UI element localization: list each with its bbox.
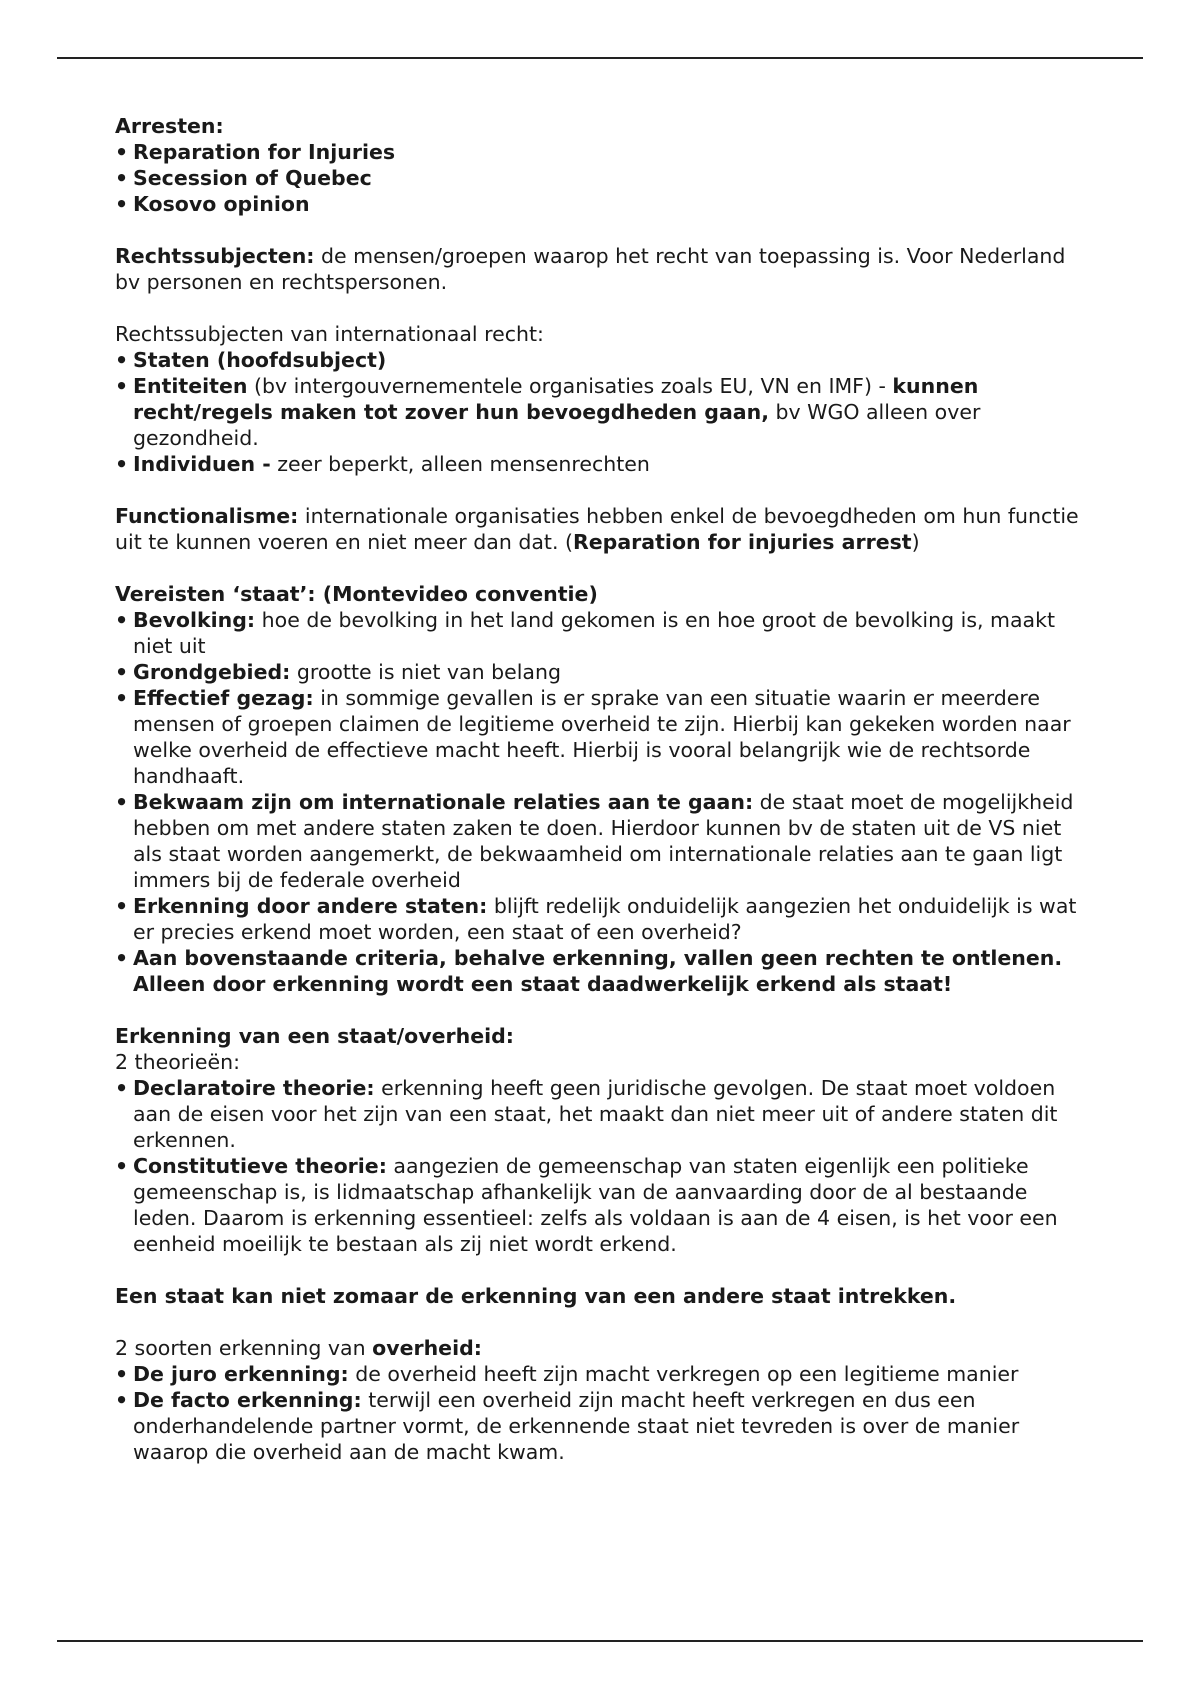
list-item: • Reparation for Injuries xyxy=(115,139,1095,165)
bottom-rule xyxy=(57,1640,1143,1642)
erkenning-list xyxy=(115,1075,1095,1257)
list-item: • Staten (hoofdsubject) xyxy=(115,347,1095,373)
intrekken-statement: Een staat kan niet zomaar de erkenning van een andere staat intrekken. xyxy=(115,1284,957,1308)
intl-subjects-intro: Rechtssubjecten van internationaal recht: xyxy=(115,322,544,346)
overheid-list xyxy=(115,1361,1095,1465)
list-item: • Declaratoire theorie: erkenning heeft geen juridische gevolgen. De staat moet voldoen aan de eisen voor het zijn van een staat, het maakt dan niet meer uit of andere staten dit erkennen. xyxy=(115,1075,1095,1153)
list-item: • Effectief gezag: in sommige gevallen is er sprake van een situatie waarin er meerdere mensen of groepen claimen de legitieme overheid te zijn. Hierbij kan gekeken worden naar welke overheid de effectieve macht heeft. Hierbij is vooral belangrijk wie de rechtsorde handhaaft. xyxy=(115,685,1095,789)
erkenning-subheading: 2 theorieën: xyxy=(115,1050,240,1074)
list-item: • Constitutieve theorie: aangezien de gemeenschap van staten eigenlijk een politieke gemeenschap is, is lidmaatschap afhankelijk van de aanvaarding door de al bestaande leden. Daarom is erkenning essentieel: zelfs als voldaan is aan de 4 eisen, is het voor een eenheid moeilijk te bestaan als zij niet wordt erkend. xyxy=(115,1153,1095,1257)
list-item: • Erkenning door andere staten: blijft redelijk onduidelijk aangezien het onduidelijk is wat er precies erkend moet worden, een staat of een overheid? xyxy=(115,893,1095,945)
list-item: • De facto erkenning: terwijl een overheid zijn macht heeft verkregen en dus een onderhandelende partner vormt, de erkennende staat niet tevreden is over de manier waarop die overheid aan de macht kwam. xyxy=(115,1387,1095,1465)
list-item: • Aan bovenstaande criteria, behalve erkenning, vallen geen rechten te ontlenen. Alleen door erkenning wordt een staat daadwerkelijk erkend als staat! xyxy=(115,945,1095,997)
rechtssubjecten-paragraph: Rechtssubjecten: de mensen/groepen waarop het recht van toepassing is. Voor Nederland bv personen en rechtspersonen. xyxy=(115,244,1066,294)
list-item: • Entiteiten (bv intergouvernementele organisaties zoals EU, VN en IMF) - kunnen recht/regels maken tot zover hun bevoegdheden gaan, bv WGO alleen over gezondheid. xyxy=(115,373,1095,451)
list-item: • Kosovo opinion xyxy=(115,191,1095,217)
arresten-list xyxy=(115,139,1095,217)
list-item: • De juro erkenning: de overheid heeft zijn macht verkregen op een legitieme manier xyxy=(115,1361,1095,1387)
functionalisme-paragraph: Functionalisme: internationale organisaties hebben enkel de bevoegdheden om hun functie uit te kunnen voeren en niet meer dan dat. (Reparation for injuries arrest) xyxy=(115,504,1079,554)
vereisten-list xyxy=(115,607,1095,997)
top-rule xyxy=(57,57,1143,59)
vereisten-heading: Vereisten ‘staat’: (Montevideo conventie) xyxy=(115,582,598,606)
overheid-intro: 2 soorten erkenning van overheid: xyxy=(115,1336,482,1360)
list-item: • Bevolking: hoe de bevolking in het land gekomen is en hoe groot de bevolking is, maakt niet uit xyxy=(115,607,1095,659)
document-body xyxy=(115,113,1095,1465)
intl-subjects-list xyxy=(115,347,1095,477)
list-item: • Grondgebied: grootte is niet van belang xyxy=(115,659,1095,685)
arresten-heading: Arresten: xyxy=(115,114,224,138)
list-item: • Secession of Quebec xyxy=(115,165,1095,191)
erkenning-heading: Erkenning van een staat/overheid: xyxy=(115,1024,514,1048)
list-item: • Individuen - zeer beperkt, alleen mensenrechten xyxy=(115,451,1095,477)
list-item: • Bekwaam zijn om internationale relaties aan te gaan: de staat moet de mogelijkheid hebben om met andere staten zaken te doen. Hierdoor kunnen bv de staten uit de VS niet als staat worden aangemerkt, de bekwaamheid om internationale relaties aan te gaan ligt immers bij de federale overheid xyxy=(115,789,1095,893)
